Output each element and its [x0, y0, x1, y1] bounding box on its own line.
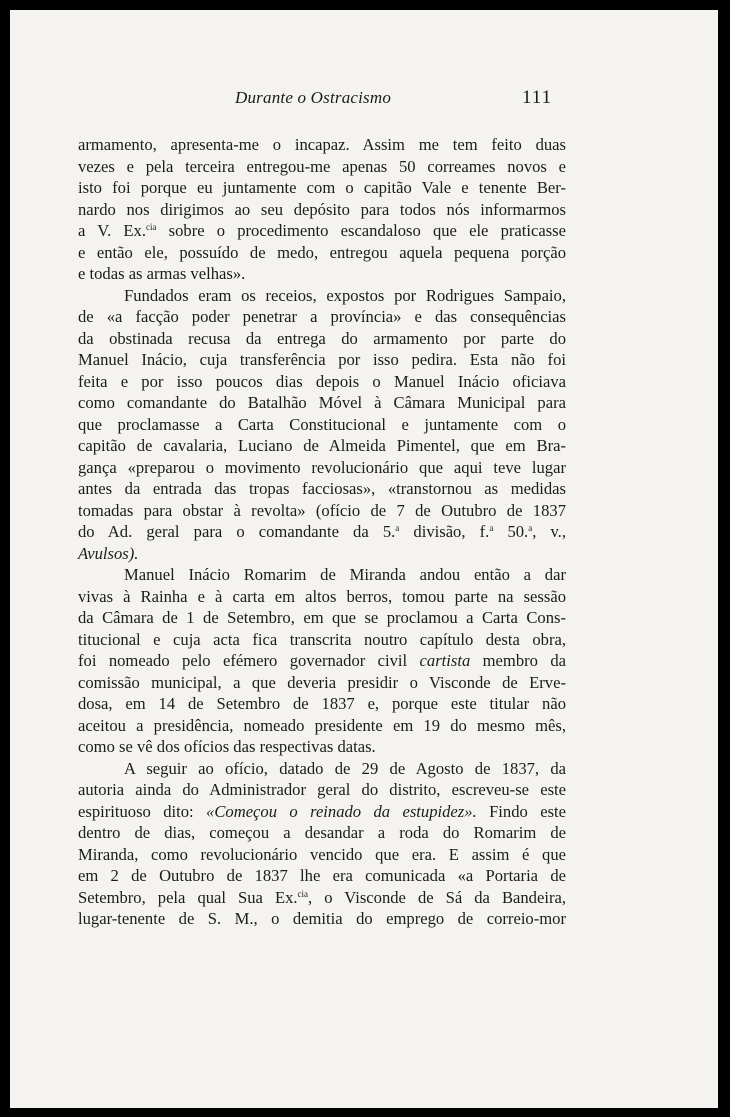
text-line — [78, 650, 566, 672]
text-run: 50. — [493, 522, 529, 541]
superscript: cia — [145, 222, 157, 232]
text-line: gança «preparou o movimento revolucionário que aqui teve lugar — [78, 457, 566, 477]
text-line: comissão municipal, a que deveria presidir o Visconde de Erve- — [78, 672, 566, 692]
text-line: da Câmara de 1 de Setembro, em que se proclamou a Carta Cons- — [78, 608, 566, 627]
page-number: 111 — [522, 87, 553, 108]
text-run: divisão, f. — [399, 522, 490, 541]
text-line — [78, 801, 566, 823]
text-line — [78, 887, 566, 909]
text-line: antes da entrada das tropas facciosas», «transtornou as medidas — [78, 479, 566, 498]
text-line: lugar-tenente de S. M., o demitia do emprego de correio-mor — [78, 909, 566, 928]
text-run: membro da — [470, 651, 566, 670]
text-line: Manuel Inácio, cuja transferência por isso pedira. Esta não foi — [78, 350, 566, 369]
text-run: , v., — [532, 522, 566, 541]
text-line: que proclamasse a Carta Constitucional e juntamente com o — [78, 414, 566, 434]
text-line: em 2 de Outubro de 1837 lhe era comunicada «a Portaria de — [78, 866, 566, 885]
text-line: armamento, apresenta-me o incapaz. Assim me tem feito duas — [78, 135, 566, 154]
text-line: A seguir ao ofício, datado de 29 de Agosto de 1837, da — [124, 758, 566, 778]
text-run: Findo este — [476, 801, 567, 821]
text-line: Miranda, como revolucionário vencido que era. E assim é que — [78, 844, 566, 864]
text-line — [78, 220, 566, 242]
text-line: Avulsos). — [78, 543, 139, 563]
text-run: do Ad. geral para o comandante da 5. — [78, 522, 396, 541]
text-line: da obstinada recusa da entrega do armamento por parte do — [78, 328, 566, 348]
text-line: aceitou a presidência, nomeado presidente em 19 do mesmo mês, — [78, 715, 566, 735]
text-line: nardo nos dirigimos ao seu depósito para todos nós informarmos — [78, 199, 566, 219]
book-page — [10, 10, 718, 1108]
text-run: espirituoso dito: — [78, 801, 207, 821]
text-run: foi nomeado pelo efémero governador civil — [78, 651, 420, 670]
superscript: cia — [297, 888, 309, 899]
text-line: Manuel Inácio Romarim de Miranda andou então a dar — [124, 565, 566, 584]
text-line: autoria ainda do Administrador geral do distrito, escreveu-se este — [78, 780, 566, 799]
text-line: como se vê dos ofícios das respectivas datas. — [78, 737, 376, 756]
body-text — [78, 134, 566, 930]
text-line: tomadas para obstar à revolta» (ofício de 7 de Outubro de 1837 — [78, 500, 566, 520]
text-line: e todas as armas velhas». — [78, 264, 246, 283]
text-run: Setembro, pela qual Sua Ex. — [78, 887, 298, 907]
text-line — [78, 521, 566, 543]
text-line: de «a facção poder penetrar a província» e das consequências — [78, 307, 566, 326]
emphasis: «Começou o reinado da estupidez». — [206, 801, 477, 821]
text-line: como comandante do Batalhão Móvel à Câmara Municipal para — [78, 393, 566, 412]
text-line: isto foi porque eu juntamente com o capitão Vale e tenente Ber- — [78, 178, 566, 197]
text-line: Fundados eram os receios, expostos por Rodrigues Sampaio, — [124, 285, 566, 305]
superscript: a — [395, 523, 400, 533]
text-line: dentro de dias, começou a desandar a roda do Romarim de — [78, 823, 566, 842]
superscript: a — [528, 523, 533, 533]
running-title: Durante o Ostracismo — [235, 88, 392, 107]
text-line: capitão de cavalaria, Luciano de Almeida Pimentel, que em Bra- — [78, 436, 566, 455]
superscript: a — [489, 523, 494, 533]
text-run: sobre o procedimento escandaloso que ele praticasse — [156, 221, 567, 240]
text-line: dosa, em 14 de Setembro de 1837 e, porque este titular não — [78, 694, 566, 713]
text-run: a V. Ex. — [78, 221, 146, 240]
emphasis: cartista — [419, 651, 471, 670]
text-line: titucional e cuja acta fica transcrita noutro capítulo desta obra, — [78, 629, 566, 649]
text-line: feita e por isso poucos dias depois o Manuel Inácio oficiava — [78, 371, 566, 391]
page-header — [10, 88, 718, 112]
text-run: , o Visconde de Sá da Bandeira, — [308, 887, 566, 907]
text-line: vezes e pela terceira entregou-me apenas 50 correames novos e — [78, 156, 566, 176]
text-line: vivas à Rainha e à carta em altos berros, tomou parte na sessão — [78, 586, 566, 606]
text-line: e então ele, possuído de medo, entregou aquela pequena porção — [78, 242, 566, 262]
